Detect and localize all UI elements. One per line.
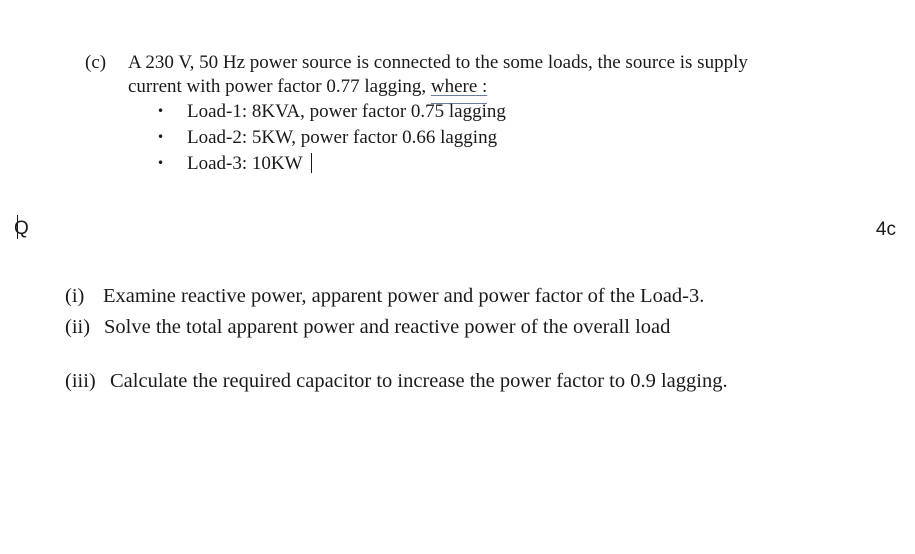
- left-margin-mark: Q: [14, 218, 29, 239]
- part-i: [65, 283, 704, 309]
- bullet-item-load-1: [157, 99, 506, 124]
- part-iii: [65, 368, 728, 394]
- question-text-line-1: A 230 V, 50 Hz power source is connected to the some loads, the source is supply: [128, 52, 748, 73]
- part-number: (iii): [65, 370, 96, 392]
- bullet-item-load-3: [157, 151, 312, 176]
- bullet-text: Load-1: 8KVA, power factor 0.75 lagging: [187, 101, 506, 122]
- part-ii: [65, 314, 670, 340]
- question-text-line-2-prefix: current with power factor 0.77 lagging,: [128, 76, 431, 97]
- part-text: Calculate the required capacitor to increase the power factor to 0.9 lagging.: [110, 370, 728, 392]
- bullet-item-load-2: [157, 125, 497, 150]
- part-text: Examine reactive power, apparent power and power factor of the Load-3.: [103, 285, 705, 307]
- part-number: (i): [65, 285, 85, 307]
- marks-label: 4c: [875, 219, 896, 240]
- bullet-icon: •: [157, 156, 165, 170]
- bullet-text: Load-2: 5KW, power factor 0.66 lagging: [187, 127, 498, 148]
- text-cursor: [311, 153, 312, 173]
- bullet-icon: •: [157, 130, 165, 144]
- part-number: (ii): [65, 316, 91, 338]
- question-text-line-2: [128, 75, 487, 99]
- where-underlined-text: where :: [430, 76, 488, 97]
- bullet-icon: •: [157, 104, 165, 118]
- part-text: Solve the total apparent power and reactive power of the overall load: [104, 316, 671, 338]
- bullet-text: Load-3: 10KW: [187, 153, 303, 174]
- question-label: (c): [85, 52, 107, 73]
